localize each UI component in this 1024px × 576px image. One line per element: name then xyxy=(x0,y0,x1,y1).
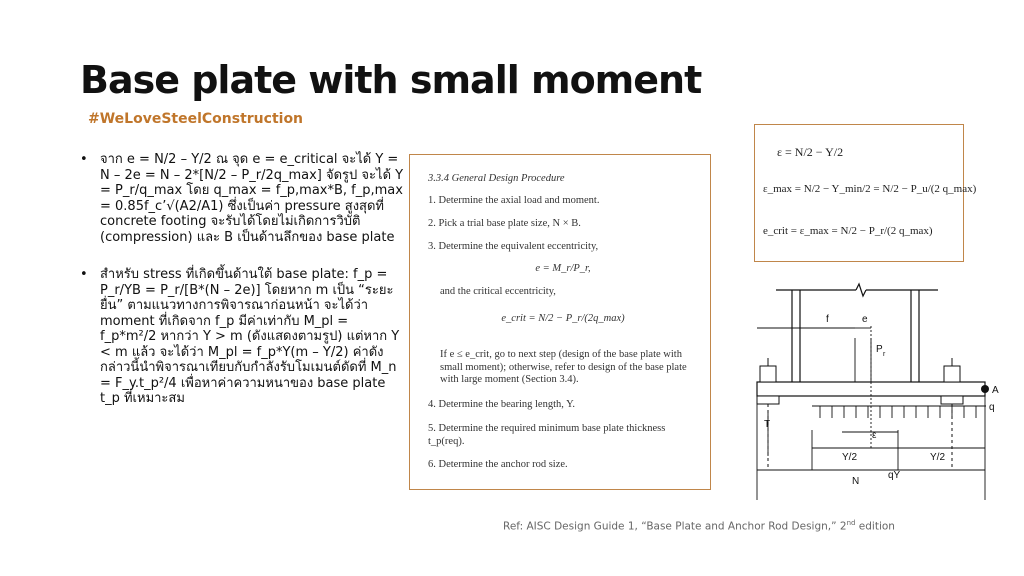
label-eps: ε xyxy=(872,430,877,441)
label-n: N xyxy=(852,476,860,487)
procedure-step: 4. Determine the bearing length, Y. xyxy=(428,399,575,410)
figure-labels xyxy=(764,314,999,487)
equation-ecrit-2: e_crit = ε_max = N/2 − P_r/(2 q_max) xyxy=(763,225,933,237)
label-pr: P xyxy=(876,344,883,355)
base-plate xyxy=(757,382,985,396)
equation-eps-max: ε_max = N/2 − Y_min/2 = N/2 − P_u/(2 q_max) xyxy=(763,183,977,195)
label-f: f xyxy=(826,314,829,325)
bullet-text: จาก e = N/2 – Y/2 ณ จุด e = e_critical จะได้ Y = N – 2e = N – 2*[N/2 – P_r/2q_max] จัดรูป จะได้ Y = P_r/q_max โดย q_max = f_p,max*B, f_p,max = 0.85f_c’√(A2/A1) ซึ่งเป็นค่า pressure สูงสุดที่ concrete footing จะรับได้โดยไม่เกิดการวิบัติ (compression) และ B เป็นด้านลึกของ base plate xyxy=(100,152,404,245)
procedure-step: 2. Pick a trial base plate size, N × B. xyxy=(428,218,581,229)
bullet-dot-icon: • xyxy=(80,152,88,167)
label-q: q xyxy=(989,402,995,413)
steel-column xyxy=(776,284,938,382)
dimension-lines xyxy=(757,326,985,500)
procedure-step: 5. Determine the required minimum base plate thickness t_p(req). xyxy=(428,423,666,447)
reference-text-end: edition xyxy=(855,520,895,533)
label-e: e xyxy=(862,314,868,325)
label-y2-left: Y/2 xyxy=(842,452,858,463)
procedure-step: 1. Determine the axial load and moment. xyxy=(428,195,600,206)
bearing-pressure xyxy=(812,406,986,418)
procedure-text: and the critical eccentricity, xyxy=(440,286,556,297)
label-y2-right: Y/2 xyxy=(930,452,946,463)
bullet-dot-icon: • xyxy=(80,267,88,282)
point-a-marker xyxy=(981,385,989,393)
equation-ecrit: e_crit = N/2 − P_r/(2q_max) xyxy=(501,313,625,324)
label-t: T xyxy=(764,419,771,430)
hashtag: #WeLoveSteelConstruction xyxy=(88,111,304,127)
reference-citation xyxy=(503,519,895,533)
procedure-step: 6. Determine the anchor rod size. xyxy=(428,459,568,470)
slide-title: Base plate with small moment xyxy=(80,58,702,102)
equation-eps: ε = N/2 − Y/2 xyxy=(777,145,844,159)
reference-sup: nd xyxy=(846,519,856,527)
procedure-step: 3. Determine the equivalent eccentricity, xyxy=(428,241,599,252)
equation-e: e = M_r/P_r, xyxy=(535,263,591,274)
label-qy: qY xyxy=(888,470,901,481)
bullet-text: สำหรับ stress ที่เกิดขึ้นด้านใต้ base plate: f_p = P_r/YB = P_r/[B*(N – 2e)] โดยหาก m เป็น “ระยะยื่น” ตามแนวทางการพิจารณาก่อนหน้า จะได้ว่า moment ที่เกิดจาก f_p มีค่าเท่ากับ M_pl = f_p*m²/2 หากว่า Y > m (ดังแสดงตามรูป) แต่หาก Y < m แล้ว จะได้ว่า M_pl = f_p*Y(m – Y/2) ค่าดังกล่าวนี้นำพิจารณาเทียบกับกำลังรับโมเมนต์ดัดที่ M_n = F_y.t_p²/4 เพื่อหาค่าความหนาของ base plate t_p ที่เหมาะสม xyxy=(100,267,400,406)
label-a: A xyxy=(992,385,999,396)
procedure-heading: 3.3.4 General Design Procedure xyxy=(428,173,565,184)
procedure-note: If e ≤ e_crit, go to next step (design of the base plate with small moment); otherwise, refer to design of the base plate with large moment (Section 3.4). xyxy=(440,349,687,385)
label-pr-sub: r xyxy=(883,351,886,358)
reference-text: Ref: AISC Design Guide 1, “Base Plate and Anchor Rod Design,” 2 xyxy=(503,520,847,533)
